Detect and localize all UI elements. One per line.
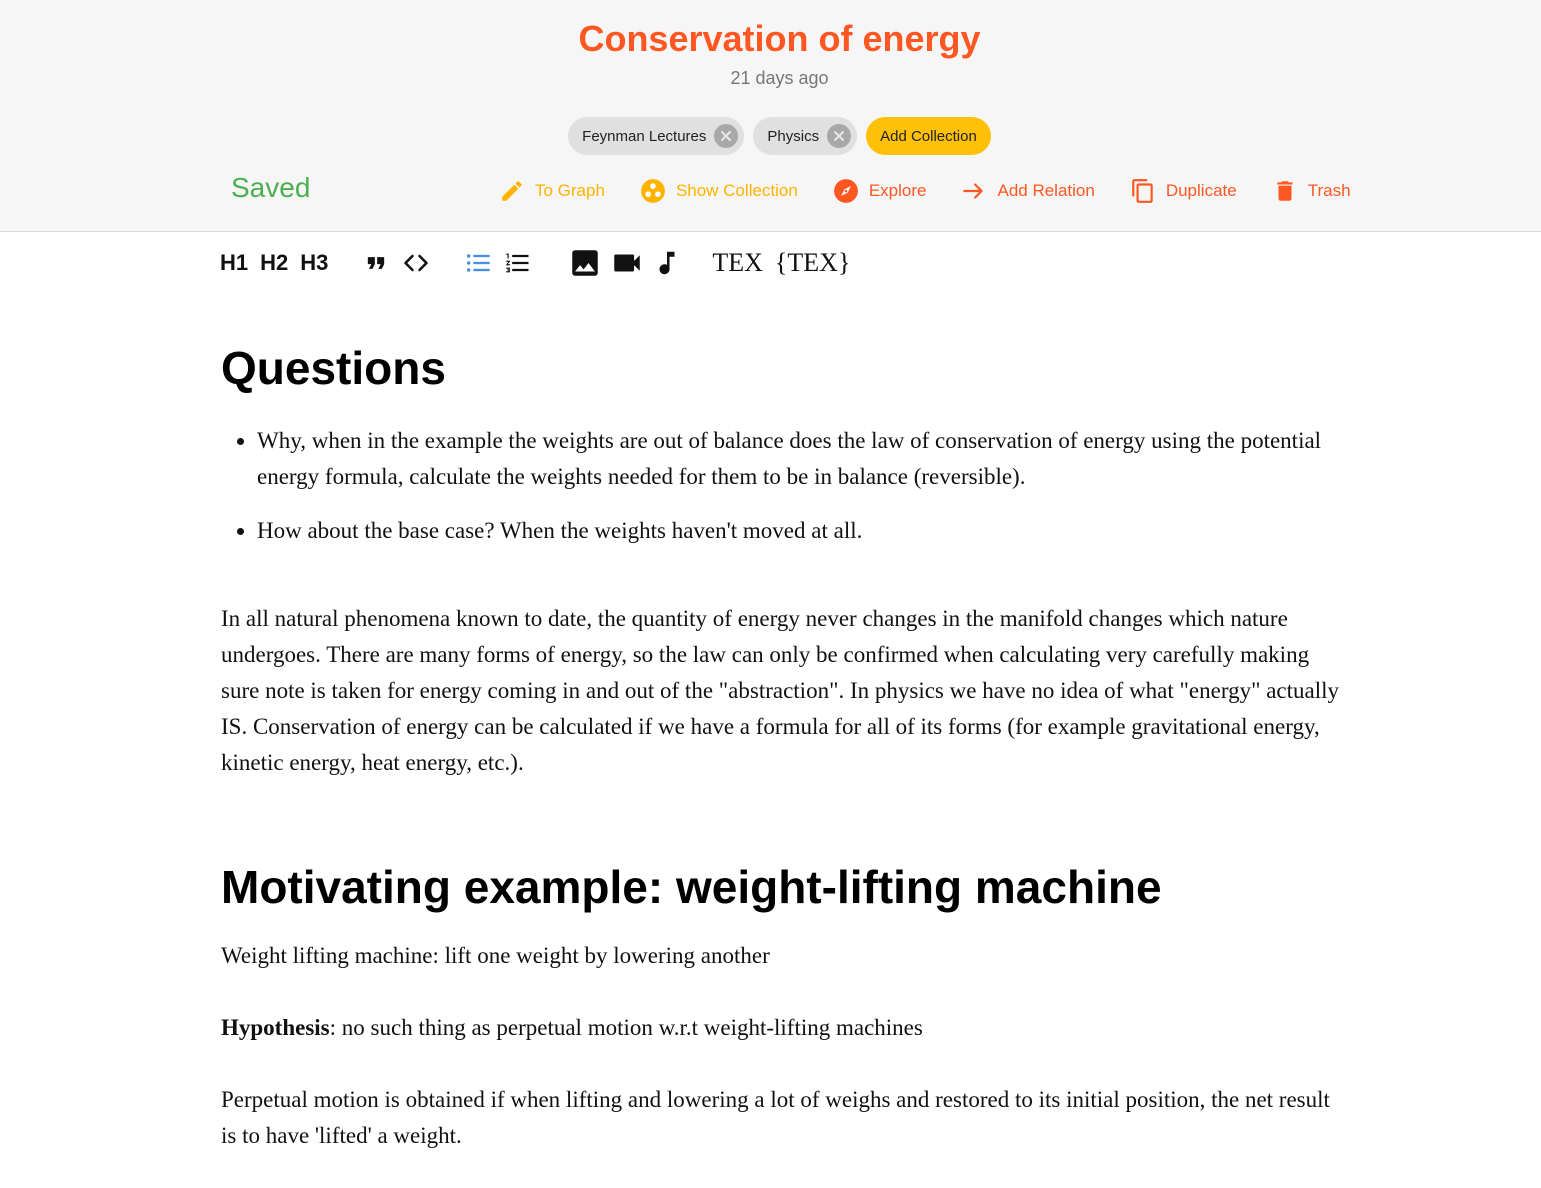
hypothesis-text: : no such thing as perpetual motion w.r.t weight-lifting machines <box>329 1015 923 1040</box>
note-header <box>0 0 1541 232</box>
note-actions <box>499 178 1386 204</box>
compass-icon <box>833 178 859 204</box>
code-icon[interactable] <box>400 249 432 277</box>
image-icon[interactable] <box>568 246 602 280</box>
collection-chip[interactable] <box>753 117 857 155</box>
close-icon[interactable] <box>827 124 851 148</box>
collection-chip[interactable] <box>568 117 744 155</box>
quote-icon[interactable] <box>362 249 390 277</box>
questions-list <box>221 423 1341 549</box>
editor-toolbar <box>220 246 850 280</box>
collection-chips <box>0 117 1541 155</box>
heading-2-button[interactable]: H2 <box>260 250 289 275</box>
numbered-list-icon[interactable] <box>502 249 534 277</box>
duplicate-label: Duplicate <box>1165 181 1237 200</box>
audio-icon[interactable] <box>652 246 682 280</box>
to-graph-button[interactable] <box>499 178 605 204</box>
intro-paragraph: In all natural phenomena known to date, the quantity of energy never changes in the manifold changes which nature undergoes. There are many forms of energy, so the law can only be confirmed when calculating very carefully making sure note is taken for energy coming in and out of the "abstraction". In physics we have no idea of what "energy" actually IS. Conservation of energy can be calculated if we have a formula for all of its forms (for example gravitational energy, kinetic energy, heat energy, etc.). <box>221 606 1340 775</box>
trash-label: Trash <box>1307 181 1351 200</box>
save-status: Saved <box>231 172 311 203</box>
heading-3-button[interactable]: H3 <box>300 250 329 275</box>
close-icon[interactable] <box>714 124 738 148</box>
note-title[interactable]: Conservation of energy <box>578 18 981 59</box>
example-heading: Motivating example: weight-lifting machine <box>221 861 1162 913</box>
tex-block-button[interactable]: {TEX} <box>774 248 851 277</box>
list-item: • Why, when in the example the weights are out of balance does the law of conservation of energy using the potential energy formula, calculate the weights needed for them to be in balance (reversible). <box>257 423 1341 495</box>
video-icon[interactable] <box>610 246 644 280</box>
to-graph-label: To Graph <box>535 181 605 200</box>
trash-button[interactable] <box>1272 178 1351 204</box>
questions-heading: Questions <box>221 342 446 394</box>
heading-1-button[interactable]: H1 <box>220 250 249 275</box>
add-relation-label: Add Relation <box>997 181 1095 200</box>
list-item: • How about the base case? When the weights haven't moved at all. <box>257 513 1341 549</box>
pencil-icon <box>499 178 525 204</box>
show-collection-button[interactable] <box>640 178 798 204</box>
hypothesis-paragraph <box>221 1010 1341 1046</box>
trash-icon <box>1272 178 1298 204</box>
explore-button[interactable] <box>833 178 927 204</box>
duplicate-button[interactable] <box>1130 178 1237 204</box>
tex-inline-button[interactable]: TEX <box>712 248 763 277</box>
explore-label: Explore <box>868 181 927 200</box>
bullet-list-icon[interactable] <box>462 249 494 277</box>
copy-icon <box>1130 178 1156 204</box>
perpetual-paragraph: Perpetual motion is obtained if when lifting and lowering a lot of weighs and restored to its initial position, the net result is to have 'lifted' a weight. <box>221 1087 1330 1148</box>
note-age: 21 days ago <box>730 68 829 88</box>
hypothesis-label: Hypothesis <box>221 1015 330 1040</box>
arrow-right-icon <box>961 178 987 204</box>
workspaces-icon <box>640 178 666 204</box>
example-paragraph: Weight lifting machine: lift one weight by lowering another <box>221 943 770 968</box>
add-collection-button[interactable]: Add Collection <box>866 117 991 155</box>
collection-chip-label: Physics <box>767 127 820 145</box>
note-content[interactable] <box>221 340 1341 1154</box>
show-collection-label: Show Collection <box>675 181 798 200</box>
add-relation-button[interactable] <box>961 178 1094 204</box>
collection-chip-label: Feynman Lectures <box>582 127 707 145</box>
